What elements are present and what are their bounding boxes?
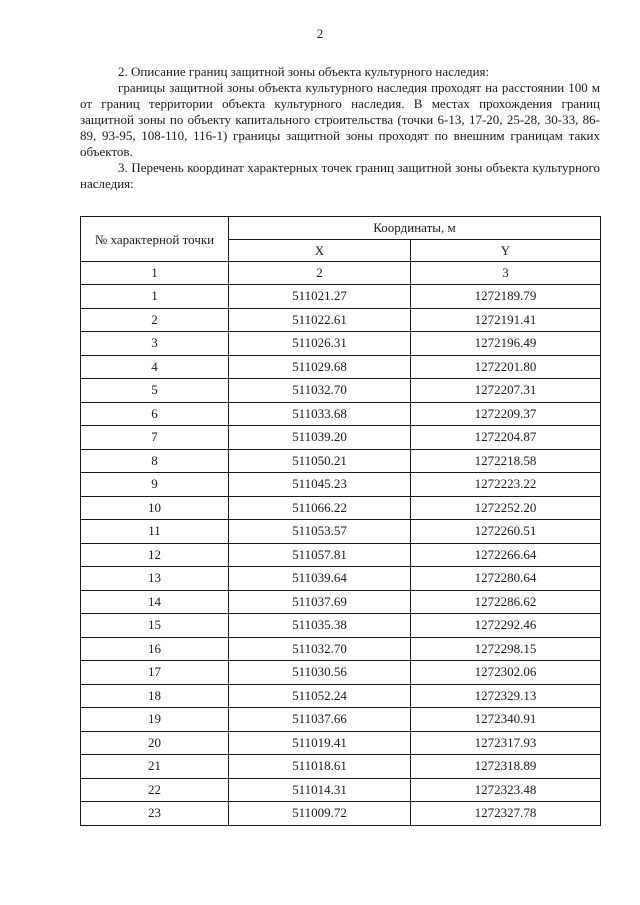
table-row [81, 402, 601, 426]
x-coordinate-cell: 511029.68 [229, 355, 411, 379]
point-number-cell: 4 [81, 355, 229, 379]
point-number-cell: 10 [81, 496, 229, 520]
y-coordinate-cell: 1272340.91 [411, 708, 601, 732]
point-number-cell: 22 [81, 778, 229, 802]
column-index-cell: 2 [229, 262, 411, 285]
point-number-cell: 17 [81, 661, 229, 685]
point-number-cell: 23 [81, 802, 229, 826]
point-number-cell: 21 [81, 755, 229, 779]
y-coordinate-cell: 1272298.15 [411, 637, 601, 661]
point-number-cell: 18 [81, 684, 229, 708]
x-coordinate-cell: 511045.23 [229, 473, 411, 497]
table-row [81, 520, 601, 544]
point-number-cell: 12 [81, 543, 229, 567]
table-header [81, 217, 601, 285]
header-y: Y [411, 240, 601, 262]
x-coordinate-cell: 511026.31 [229, 332, 411, 356]
x-coordinate-cell: 511009.72 [229, 802, 411, 826]
table-row [81, 731, 601, 755]
table-row [81, 590, 601, 614]
y-coordinate-cell: 1272209.37 [411, 402, 601, 426]
x-coordinate-cell: 511037.69 [229, 590, 411, 614]
point-number-cell: 5 [81, 379, 229, 403]
y-coordinate-cell: 1272189.79 [411, 285, 601, 309]
table-row [81, 755, 601, 779]
point-number-cell: 6 [81, 402, 229, 426]
page-number: 2 [316, 26, 324, 41]
x-coordinate-cell: 511039.20 [229, 426, 411, 450]
y-coordinate-cell: 1272201.80 [411, 355, 601, 379]
y-coordinate-cell: 1272207.31 [411, 379, 601, 403]
y-coordinate-cell: 1272317.93 [411, 731, 601, 755]
y-coordinate-cell: 1272191.41 [411, 308, 601, 332]
table-row [81, 661, 601, 685]
table-row [81, 778, 601, 802]
y-coordinate-cell: 1272280.64 [411, 567, 601, 591]
y-coordinate-cell: 1272218.58 [411, 449, 601, 473]
point-number-cell: 7 [81, 426, 229, 450]
y-coordinate-cell: 1272318.89 [411, 755, 601, 779]
point-number-cell: 8 [81, 449, 229, 473]
y-coordinate-cell: 1272329.13 [411, 684, 601, 708]
point-number-cell: 19 [81, 708, 229, 732]
table-row [81, 449, 601, 473]
x-coordinate-cell: 511039.64 [229, 567, 411, 591]
table-row [81, 708, 601, 732]
y-coordinate-cell: 1272196.49 [411, 332, 601, 356]
table-row [81, 802, 601, 826]
table-row [81, 426, 601, 450]
point-number-cell: 11 [81, 520, 229, 544]
x-coordinate-cell: 511022.61 [229, 308, 411, 332]
x-coordinate-cell: 511057.81 [229, 543, 411, 567]
table-row [81, 379, 601, 403]
x-coordinate-cell: 511033.68 [229, 402, 411, 426]
table-row [81, 496, 601, 520]
point-number-cell: 2 [81, 308, 229, 332]
y-coordinate-cell: 1272260.51 [411, 520, 601, 544]
y-coordinate-cell: 1272286.62 [411, 590, 601, 614]
x-coordinate-cell: 511032.70 [229, 379, 411, 403]
table-row [81, 637, 601, 661]
point-number-cell: 16 [81, 637, 229, 661]
table-row [81, 473, 601, 497]
point-number-cell: 13 [81, 567, 229, 591]
x-coordinate-cell: 511032.70 [229, 637, 411, 661]
x-coordinate-cell: 511066.22 [229, 496, 411, 520]
y-coordinate-cell: 1272204.87 [411, 426, 601, 450]
header-x: X [229, 240, 411, 262]
section-2-heading: 2. Описание границ защитной зоны объекта культурного наследия: [118, 64, 490, 79]
column-index-cell: 1 [81, 262, 229, 285]
point-number-cell: 20 [81, 731, 229, 755]
table-row [81, 308, 601, 332]
x-coordinate-cell: 511019.41 [229, 731, 411, 755]
x-coordinate-cell: 511053.57 [229, 520, 411, 544]
column-index-row [81, 262, 601, 285]
table-row [81, 332, 601, 356]
section-2-body: границы защитной зоны объекта культурного наследия проходят на расстоянии 100 м от границ территории объекта культурного наследия. В местах прохождения границ защитной зоны по объекту капитального строительства (точки 6-13, 17-20, 25-28, 30-33, 86-89, 93-95, 108-110, 116-1) границы защитной зоны проходят по внешним границам таких объектов. [80, 80, 600, 159]
table-row [81, 614, 601, 638]
x-coordinate-cell: 511014.31 [229, 778, 411, 802]
section-3-heading: 3. Перечень координат характерных точек границ защитной зоны объекта культурного наследия: [80, 160, 600, 191]
point-number-cell: 1 [81, 285, 229, 309]
x-coordinate-cell: 511050.21 [229, 449, 411, 473]
y-coordinate-cell: 1272327.78 [411, 802, 601, 826]
table-row [81, 567, 601, 591]
x-coordinate-cell: 511052.24 [229, 684, 411, 708]
point-number-cell: 3 [81, 332, 229, 356]
coordinates-table [80, 216, 601, 826]
header-coordinates: Координаты, м [229, 217, 601, 240]
y-coordinate-cell: 1272223.22 [411, 473, 601, 497]
y-coordinate-cell: 1272252.20 [411, 496, 601, 520]
table-body [81, 285, 601, 826]
y-coordinate-cell: 1272266.64 [411, 543, 601, 567]
header-point-number: № характерной точки [81, 217, 229, 262]
point-number-cell: 9 [81, 473, 229, 497]
column-index-cell: 3 [411, 262, 601, 285]
table-row [81, 355, 601, 379]
x-coordinate-cell: 511037.66 [229, 708, 411, 732]
section-2 [80, 64, 600, 192]
x-coordinate-cell: 511018.61 [229, 755, 411, 779]
x-coordinate-cell: 511030.56 [229, 661, 411, 685]
table-row [81, 285, 601, 309]
point-number-cell: 14 [81, 590, 229, 614]
point-number-cell: 15 [81, 614, 229, 638]
x-coordinate-cell: 511021.27 [229, 285, 411, 309]
table-row [81, 684, 601, 708]
x-coordinate-cell: 511035.38 [229, 614, 411, 638]
y-coordinate-cell: 1272292.46 [411, 614, 601, 638]
y-coordinate-cell: 1272302.06 [411, 661, 601, 685]
table-header-row [81, 217, 601, 240]
y-coordinate-cell: 1272323.48 [411, 778, 601, 802]
table-row [81, 543, 601, 567]
